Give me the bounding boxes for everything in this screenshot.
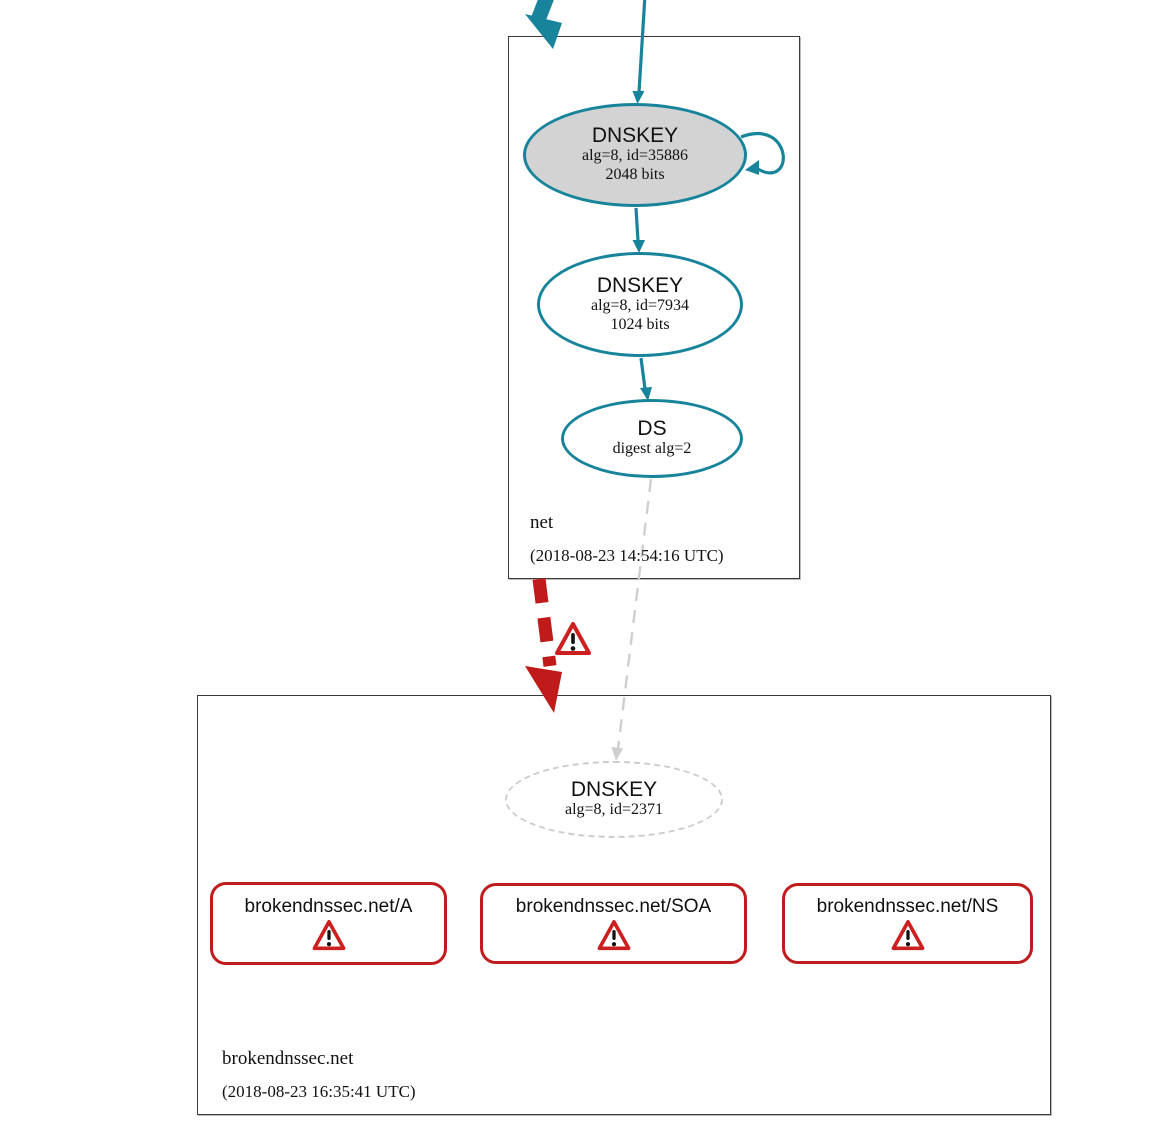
warning-icon <box>312 920 346 951</box>
node-net-ds[interactable] <box>561 399 743 478</box>
warning-icon <box>597 920 631 951</box>
node-label: DNSKEY <box>596 273 684 297</box>
node-net-zsk[interactable] <box>537 252 743 357</box>
node-alg-id: alg=8, id=2371 <box>564 801 664 819</box>
node-label: DNSKEY <box>591 124 679 148</box>
zone-name-brokendnssec: brokendnssec.net <box>222 1048 354 1069</box>
warning-icon <box>555 622 591 656</box>
node-bits: 1024 bits <box>610 315 670 333</box>
zone-timestamp-net: (2018-08-23 14:54:16 UTC) <box>530 546 724 565</box>
node-alg-id: alg=8, id=7934 <box>590 296 690 314</box>
rrset-label: brokendnssec.net/A <box>244 896 413 917</box>
node-alg-id: alg=8, id=35886 <box>581 147 689 165</box>
node-bits: 2048 bits <box>605 166 665 184</box>
rrset-brokendnssec-soa[interactable] <box>480 883 747 964</box>
rrset-brokendnssec-a[interactable] <box>210 882 447 965</box>
rrset-label: brokendnssec.net/SOA <box>515 896 712 917</box>
node-label: DS <box>637 417 667 441</box>
rrset-brokendnssec-ns[interactable] <box>782 883 1033 964</box>
zone-name-net: net <box>530 512 554 533</box>
node-net-ksk[interactable] <box>523 103 747 207</box>
node-label: DNSKEY <box>570 778 658 802</box>
node-broken-dnskey[interactable] <box>505 761 723 838</box>
rrset-label: brokendnssec.net/NS <box>816 896 999 917</box>
zone-timestamp-brokendnssec: (2018-08-23 16:35:41 UTC) <box>222 1082 416 1101</box>
node-digest: digest alg=2 <box>612 440 692 458</box>
warning-icon <box>891 920 925 951</box>
